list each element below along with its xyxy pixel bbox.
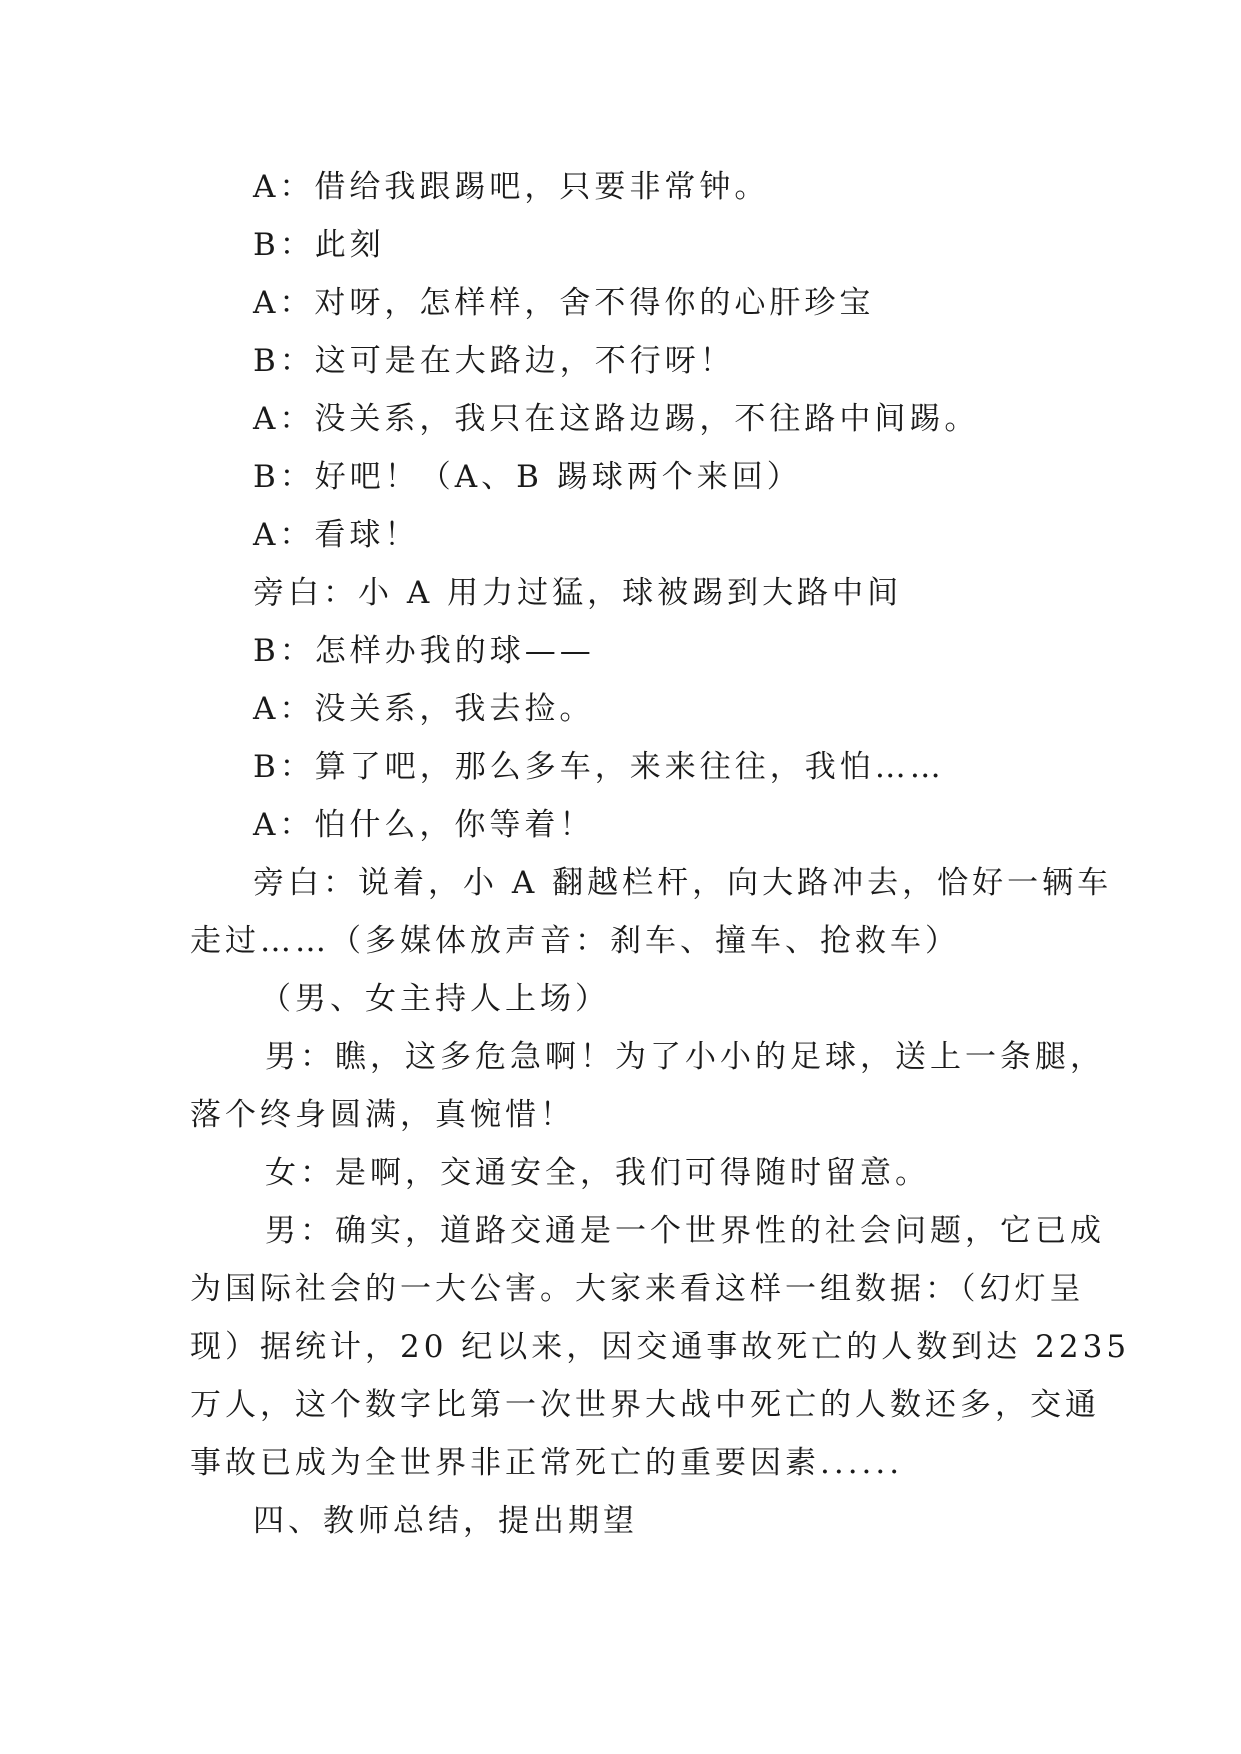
dialogue-line: B：算了吧，那么多车，来来往往，我怕…… (253, 749, 945, 785)
narration-line: 旁白：说着，小 A 翻越栏杆，向大路冲去，恰好一辆车 (253, 865, 1113, 901)
dialogue-line: A：没关系，我只在这路边踢，不往路中间踢。 (253, 401, 980, 437)
section-heading: 四、教师总结，提出期望 (253, 1503, 638, 1539)
document-body (190, 158, 1131, 1550)
dialogue-line: 男：确实，道路交通是一个世界性的社会问题，它已成 (265, 1213, 1105, 1249)
dialogue-line-continued: 落个终身圆满，真惋惜！ (190, 1097, 575, 1133)
dialogue-line-continued: 为国际社会的一大公害。大家来看这样一组数据：（幻灯呈 (190, 1271, 1085, 1307)
dialogue-line: A：怕什么，你等着！ (253, 807, 595, 843)
dialogue-line-continued: 现）据统计，20 纪以来，因交通事故死亡的人数到达 2235 (190, 1329, 1131, 1365)
dialogue-line: B：此刻 (253, 227, 385, 263)
stage-direction: （男、女主持人上场） (260, 981, 610, 1017)
dialogue-line: A：借给我跟踢吧，只要非常钟。 (253, 169, 770, 205)
dialogue-line: A：对呀，怎样样，舍不得你的心肝珍宝 (253, 285, 875, 321)
narration-line: 旁白：小 A 用力过猛，球被踢到大路中间 (253, 575, 903, 611)
narration-line-continued: 走过……（多媒体放声音：刹车、撞车、抢救车） (190, 923, 960, 959)
dialogue-line: B：怎样办我的球—— (253, 633, 595, 669)
dialogue-line: 男：瞧，这多危急啊！为了小小的足球，送上一条腿， (265, 1039, 1105, 1075)
dialogue-line: A：没关系，我去捡。 (253, 691, 595, 727)
dialogue-line: B：好吧！（A、B 踢球两个来回） (253, 459, 802, 495)
dialogue-line: 女：是啊，交通安全，我们可得随时留意。 (265, 1155, 930, 1191)
dialogue-line: A：看球！ (253, 517, 420, 553)
dialogue-line-continued: 万人，这个数字比第一次世界大战中死亡的人数还多，交通 (190, 1387, 1100, 1423)
dialogue-line-continued: 事故已成为全世界非正常死亡的重要因素...... (190, 1445, 904, 1481)
dialogue-line: B：这可是在大路边，不行呀！ (253, 343, 735, 379)
